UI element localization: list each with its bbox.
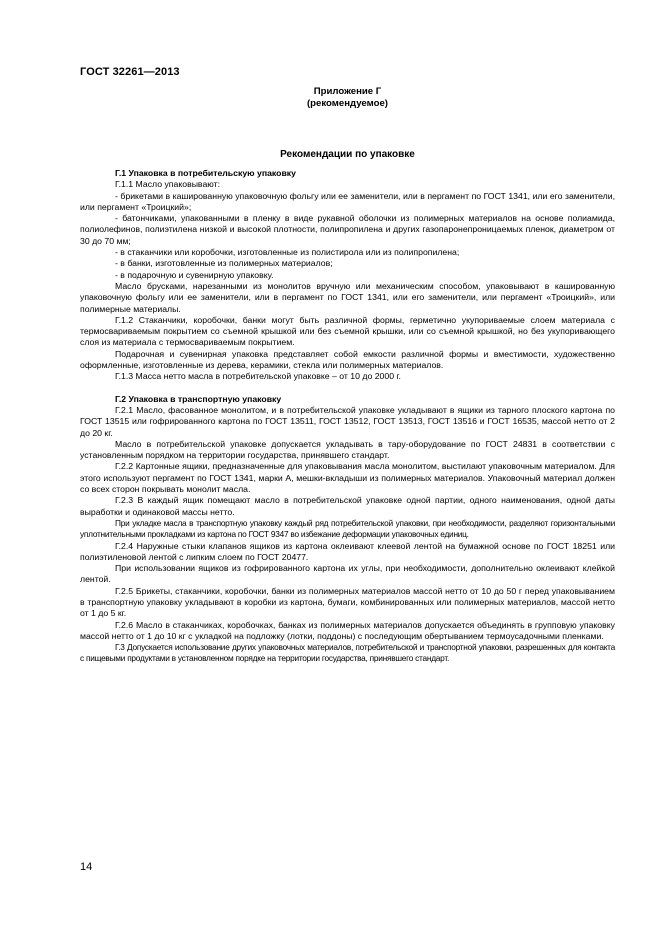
paragraph: Г.2.5 Брикеты, стаканчики, коробочки, банки из полимерных материалов массой нетто от 10 до 50 г перед упаковыванием в транспортную упаковку укладывают в коробки из картона, бумаги, комбинированных или полимерных материалов, массой нетто от 1 до 5 кг. [80,585,615,619]
appendix-status: (рекомендуемое) [306,98,388,109]
section-heading: Г.1 Упаковка в потребительскую упаковку [115,168,296,178]
paragraph: Г.1.2 Стаканчики, коробочки, банки могут быть различной формы, герметично укупориваемые слоем материала с термосвариваемым покрытием со съемной крышкой или без съемной крышки, или со съемной крышкой, но без укупоривающего слоя из материала с термосвариваемым покрытием. [80,314,615,348]
paragraph: Г.2.3 В каждый ящик помещают масло в потребительской упаковке одной партии, одного наименования, одной даты выработки и одинаковой массы нетто. [80,495,615,517]
paragraph: Г.2.1 Масло, фасованное монолитом, и в потребительской упаковке укладывают в ящики из тарного плоского картона по ГОСТ 13515 или гофрированного картона по ГОСТ 13511, ГОСТ 13512, ГОСТ 13513, ГОСТ 13516 и ГОСТ 16535, массой нетто от 2 до 20 кг. [80,404,615,438]
paragraph: Г.2.2 Картонные ящики, предназначенные для упаковывания масла монолитом, выстилают упаковочным материалом. Для этого используют пергамент по ГОСТ 1341, марки А, мешки-вкладыши из полимерных материалов. Упаковочный материал должен со всех сторон покрывать монолит масла. [80,461,615,495]
page-title: Рекомендации по упаковке [280,149,415,160]
paragraph: - в банки, изготовленные из полимерных материалов; [115,258,333,269]
paragraph: При укладке масла в транспортную упаковку каждый ряд потребительской упаковки, при необходимости, разделяют горизонтальными уплотнительными прокладками из картона по ГОСТ 9347 во избежание деформации упаковочных единиц. [80,517,615,540]
paragraph: Г.3 Допускается использование других упаковочных материалов, потребительской и транспортной упаковки, разрешенных для контакта с пищевыми продуктами в установленном порядке на территории государства, принявшего стандарт. [80,642,615,664]
document-header: ГОСТ 32261—2013 [80,66,180,78]
paragraph: Г.2.4 Наружные стыки клапанов ящиков из картона оклеивают клеевой лентой на бумажной основе по ГОСТ 18251 или полиэтиленовой лентой с липким слоем по ГОСТ 20477. [80,540,615,562]
paragraph: Подарочная и сувенирная упаковка представляет собой емкости различной формы и вместимости, художественно оформленные, изготовленные из дерева, керамики, стекла или полимерных материалов. [80,348,615,371]
paragraph: - батончиками, упакованными в пленку в виде рукавной оболочки из полимерных материалов на основе полиамида, полиолефинов, полиэтилена низкой и высокой плотности, полипропилена и других газопаронепроницаемых пленок, диаметром от 30 до 70 мм; [80,213,615,246]
appendix-label [0,86,661,110]
document-body [80,168,615,665]
paragraph: - в стаканчики или коробочки, изготовленные из полистирола или из полипропилена; [115,247,460,258]
page-number: 14 [80,861,93,873]
paragraph: Масло в потребительской упаковке допускается укладывать в тару-оборудование по ГОСТ 24831 в соответствии с установленным порядком на территории государства, принявшего стандарт. [80,438,615,461]
paragraph: Масло брусками, нарезанными из монолитов вручную или механическим способом, упаковывают в кашированную упаковочную фольгу или ее заменители, или в пергамент по ГОСТ 1341, или его заменители, или пергамент «Троицкий», или полимерные материалы. [80,280,615,314]
paragraph: Г.1.3 Масса нетто масла в потребительской упаковке – от 10 до 2000 г. [115,371,401,382]
appendix-title: Приложение Г [313,86,382,97]
paragraph: Г.2.6 Масло в стаканчиках, коробочках, банках из полимерных материалов допускается объединять в групповую упаковку массой нетто от 1 до 10 кг с укладкой на подложку (лотки, поддоны) с последующим обертыванием термоусадочными пленками. [80,619,615,641]
paragraph: - брикетами в кашированную упаковочную фольгу или ее заменители, или в пергамент по ГОСТ 1341, или его заменители, или пергамент «Троицкий»; [80,190,615,212]
paragraph: Г.1.1 Масло упаковывают: [115,179,221,190]
paragraph: При использовании ящиков из гофрированного картона их углы, при необходимости, дополнительно оклеивают клейкой лентой. [80,563,615,585]
paragraph: - в подарочную и сувенирную упаковку. [115,269,274,280]
section-heading: Г.2 Упаковка в транспортную упаковку [115,393,282,404]
